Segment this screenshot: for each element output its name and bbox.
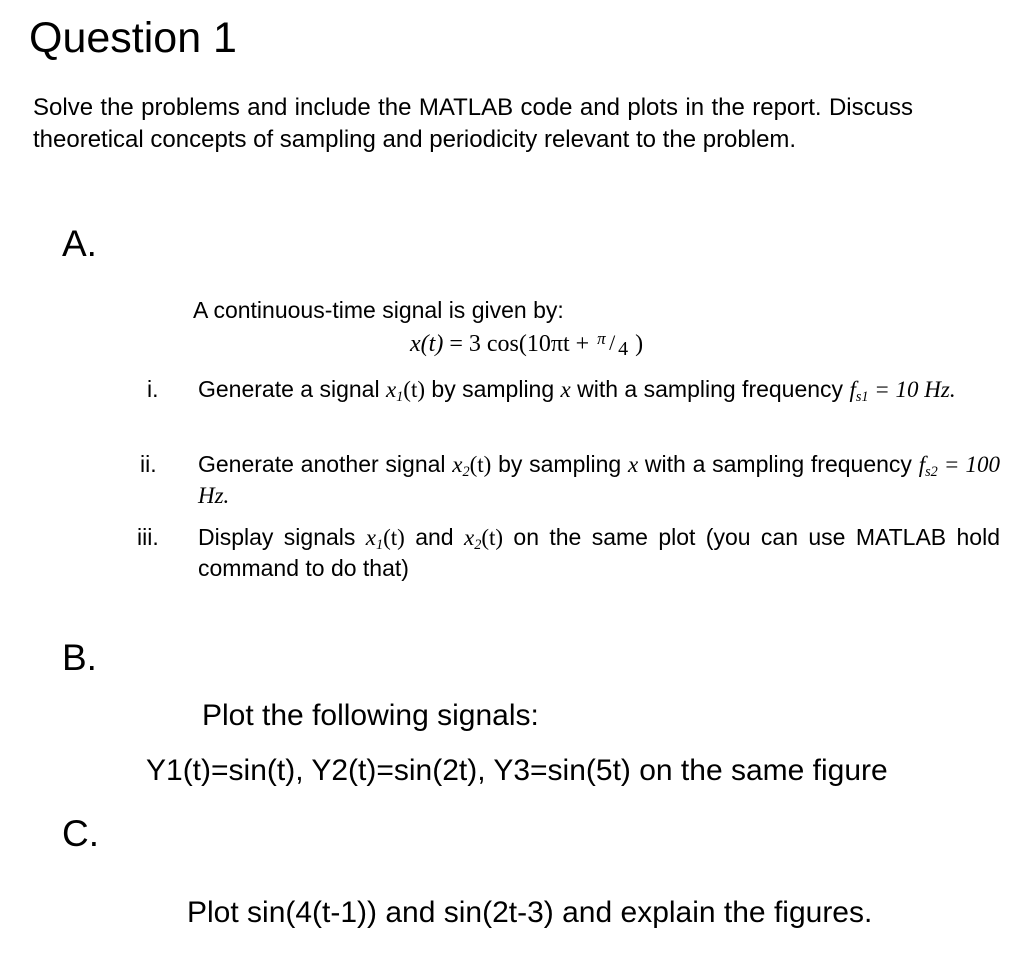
item-text: by sampling <box>491 451 628 477</box>
item-text: with a sampling frequency <box>570 376 850 402</box>
var-sub: 1 <box>396 388 404 405</box>
intro-paragraph: Solve the problems and include the MATLAB code and plots in the report. Discuss theoretical concepts of sampling and periodicity relevant to the problem. <box>33 94 913 153</box>
section-b-instruction: Plot the following signals: <box>202 699 539 732</box>
item-number: ii. <box>140 451 157 477</box>
var-sub: 1 <box>375 536 384 553</box>
item-variable <box>452 452 492 480</box>
item-text: and <box>404 524 464 550</box>
fs-value: = 100 Hz. <box>198 452 1000 508</box>
var-sub: 2 <box>462 463 470 480</box>
fs-base: f <box>918 452 926 477</box>
section-b-label: B. <box>62 637 97 678</box>
var-base: x <box>452 452 463 477</box>
fraction-slash: / <box>609 330 616 355</box>
var-arg: (t) <box>481 525 504 550</box>
item-text: Display signals <box>198 524 366 550</box>
item-text: by sampling <box>425 376 561 402</box>
section-c-instruction: Plot sin(4(t-1)) and sin(2t-3) and explain the figures. <box>187 896 873 929</box>
item-variable-1 <box>365 525 405 553</box>
var-base: x <box>365 525 376 550</box>
task-item-iii <box>198 522 1000 584</box>
section-a-intro: A continuous-time signal is given by: <box>193 297 564 323</box>
task-item-ii <box>198 449 1000 511</box>
fraction-numerator: π <box>597 329 606 348</box>
var-base: x <box>385 377 397 402</box>
equation-fraction <box>595 327 635 360</box>
var-arg: (t) <box>403 377 426 402</box>
var-arg: (t) <box>383 525 405 550</box>
item-number: iii. <box>137 524 159 550</box>
item-text: with a sampling frequency <box>638 451 919 477</box>
equation-close: ) <box>635 331 644 357</box>
item-x: x <box>560 377 571 402</box>
item-text: on the same plot (you can use MATLAB hold command to do that) <box>198 524 1001 581</box>
item-text: Generate a signal <box>198 376 386 402</box>
item-text: Generate another signal <box>198 451 453 477</box>
var-sub: 2 <box>474 536 482 553</box>
section-b-signals: Y1(t)=sin(t), Y2(t)=sin(2t), Y3=sin(5t) on the same figure <box>146 754 888 787</box>
fraction-denominator: 4 <box>618 338 629 360</box>
item-number: i. <box>147 376 159 402</box>
equation-lhs: x(t) <box>410 331 444 357</box>
section-c-label: C. <box>62 813 99 854</box>
equation-body: = 3 cos(10πt + <box>443 331 596 357</box>
fs-sub: s1 <box>855 388 869 405</box>
signal-equation <box>410 327 643 360</box>
var-arg: (t) <box>469 452 492 477</box>
fs-base: f <box>849 377 856 402</box>
sampling-frequency <box>849 377 956 405</box>
item-x: x <box>627 452 639 477</box>
item-variable-2 <box>463 525 504 553</box>
fs-value: = 10 Hz. <box>868 377 956 402</box>
page-title: Question 1 <box>29 14 237 62</box>
section-a-label: A. <box>62 223 97 264</box>
fs-sub: s2 <box>925 463 938 480</box>
task-item-i <box>198 374 1000 405</box>
var-base: x <box>463 525 475 550</box>
item-variable <box>385 377 426 405</box>
